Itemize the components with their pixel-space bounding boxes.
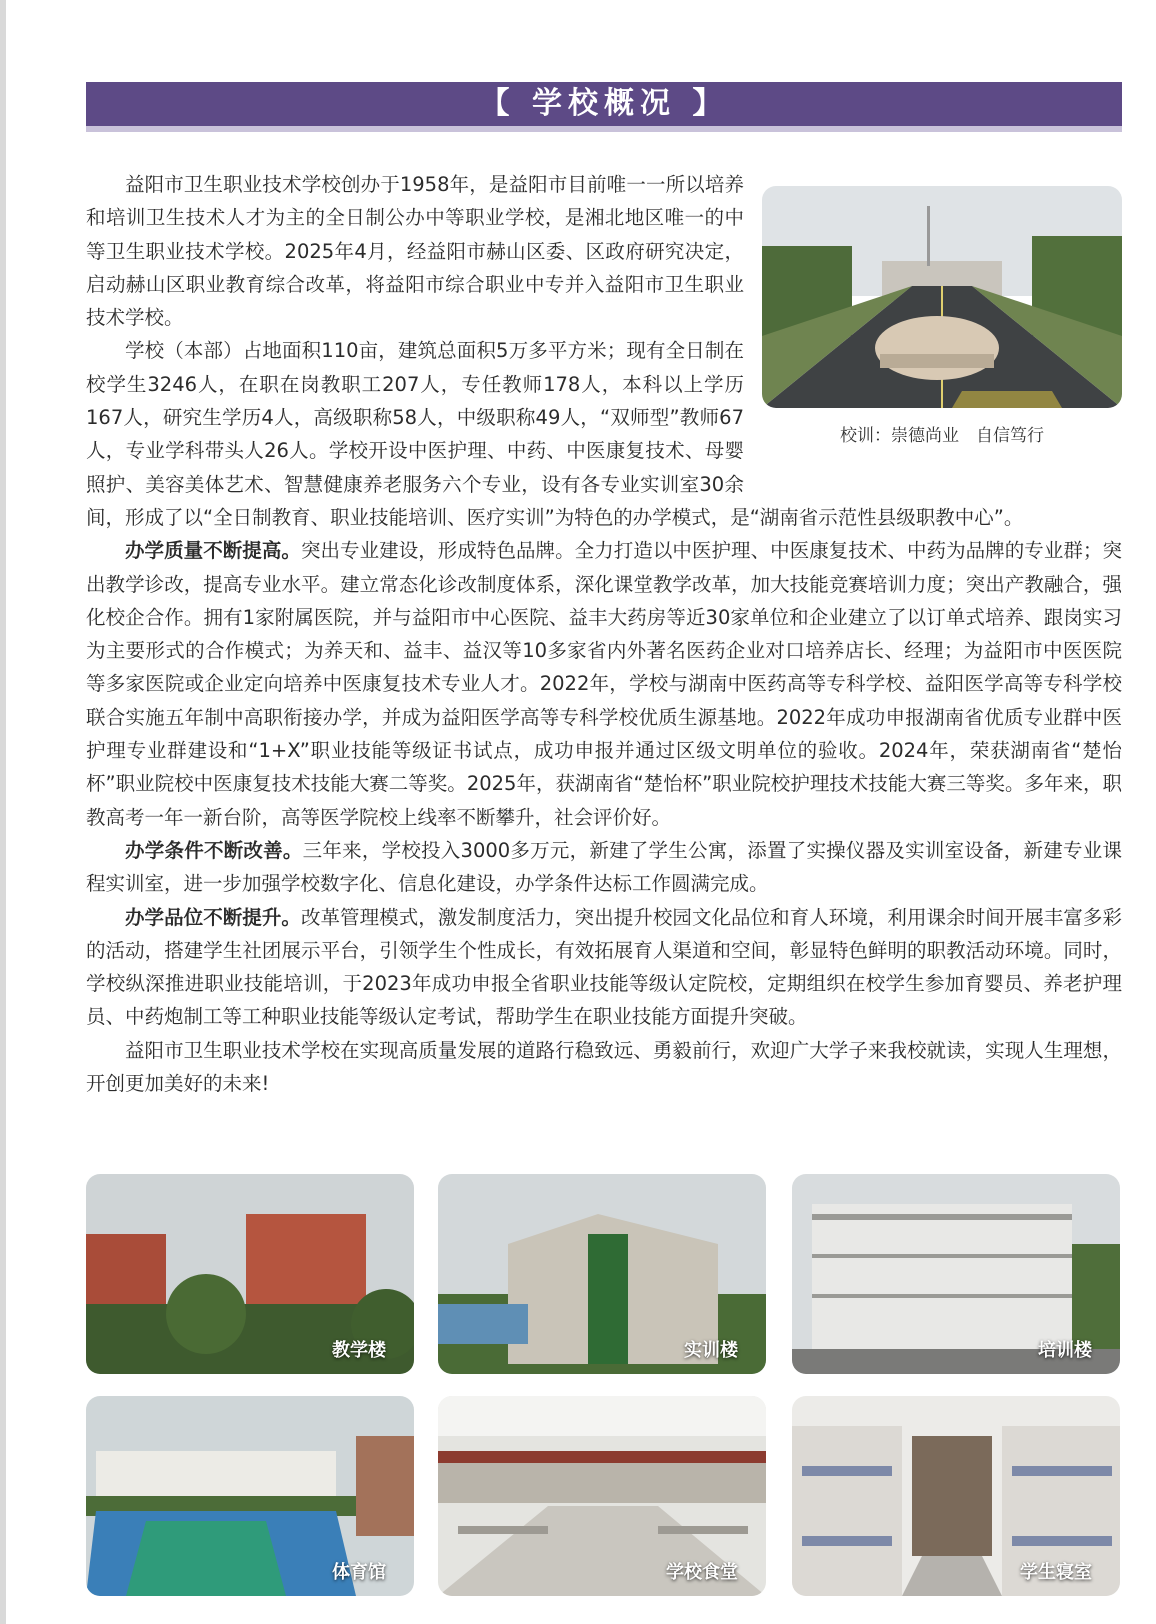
closing-paragraph: 益阳市卫生职业技术学校在实现高质量发展的道路行稳致远、勇毅前行，欢迎广大学子来我校就读，实现人生理想，开创更加美好的未来! [86,1038,1122,1096]
canteen-photo [438,1396,766,1596]
campus-road-photo [762,186,1122,408]
article-body [86,168,1122,1100]
intro-paragraph: 益阳市卫生职业技术学校创办于1958年，是益阳市目前唯一一所以培养和培训卫生技术人才为主的全日制公办中等职业学校，是湘北地区唯一的中等卫生职业技术学校。2025年4月，经益阳市赫山区委、区政府研究决定，启动赫山区职业教育综合改革，将益阳市综合职业中专并入益阳市卫生职业技术学校。 [86,173,744,330]
conditions-heading: 办学条件不断改善。 [125,838,303,862]
dormitory-label: 学生寝室 [1020,1562,1092,1583]
dormitory-photo [792,1396,1120,1596]
canteen-label: 学校食堂 [666,1562,738,1583]
peixun-building-photo [792,1174,1120,1374]
gymnasium-label: 体育馆 [332,1562,386,1583]
conditions-text: 三年来，学校投入3000多万元，新建了学生公寓，添置了实操仪器及实训室设备，新建专业课程实训室，进一步加强学校数字化、信息化建设，办学条件达标工作圆满完成。 [86,838,1122,896]
teaching-building-photo [86,1174,414,1374]
training-building-label: 实训楼 [684,1340,738,1361]
quality-heading: 办学质量不断提高。 [125,539,301,563]
training-building-photo [438,1174,766,1374]
quality-text: 突出专业建设，形成特色品牌。全力打造以中医护理、中医康复技术、中药为品牌的专业群；突出教学诊改，提高专业水平。建立常态化诊改制度体系，深化课堂教学改革，加大技能竞赛培训力度；突出产教融合，强化校企合作。拥有1家附属医院，并与益阳市中心医院、益丰大药房等近30家单位和企业建立了以订单式培养、跟岗实习为主要形式的合作模式；为养天和、益丰、益汉等10多家省内外著名医药企业对口培养店长、经理；为益阳市中医医院等多家医院或企业定向培养中医康复技术专业人才。2022年，学校与湖南中医药高等专科学校、益阳医学高等专科学校联合实施五年制中高职衔接办学，并成为益阳医学高等专科学校优质生源基地。2022年成功申报湖南省优质专业群中医护理专业群建设和“1+X”职业技能等级证书试点，成功申报并通过区级文明单位的验收。2024年，荣获湖南省“楚怡杯”职业院校中医康复技术技能大赛二等奖。2025年，获湖南省“楚怡杯”职业院校护理技术技能大赛三等奖。多年来，职教高考一年一新台阶，高等医学院校上线率不断攀升，社会评价好。 [86,539,1122,829]
section-banner [86,82,1122,132]
photo-gallery [86,1174,1122,1598]
school-motto-caption: 校训：崇德尚业 自信笃行 [840,426,1044,446]
teaching-building-label: 教学楼 [332,1340,386,1361]
hero-photo-block [762,186,1122,472]
page-title: 【 学校概况 】 [479,86,729,121]
taste-paragraph [86,901,1122,1034]
conditions-paragraph [86,834,1122,901]
gymnasium-photo [86,1396,414,1596]
quality-paragraph [86,534,1122,834]
peixun-building-label: 培训楼 [1038,1340,1092,1361]
taste-heading: 办学品位不断提升。 [125,905,301,929]
scale-paragraph: 学校（本部）占地面积110亩，建筑总面积5万多平方米；现有全日制在校学生3246人，在职在岗教职工207人，专任教师178人，本科以上学历167人，研究生学历4人，高级职称58人，中级职称49人，“双师型”教师67人，专业学科带头人26人。学校开设中医护理、中药、中医康复技术、母婴照护、美容美体艺术、智慧健康养老服务六个专业，设有各专业实训室30余间，形成了以“全日制教育、职业技能培训、医疗实训”为特色的办学模式，是“湖南省示范性县级职教中心”。 [86,339,1024,529]
taste-text: 改革管理模式，激发制度活力，突出提升校园文化品位和育人环境，利用课余时间开展丰富多彩的活动，搭建学生社团展示平台，引领学生个性成长，有效拓展育人渠道和空间，彰显特色鲜明的职教活动环境。同时，学校纵深推进职业技能培训，于2023年成功申报全省职业技能等级认定院校，定期组织在校学生参加育婴员、养老护理员、中药炮制工等工种职业技能等级认定考试，帮助学生在职业技能方面提升突破。 [86,905,1122,1029]
